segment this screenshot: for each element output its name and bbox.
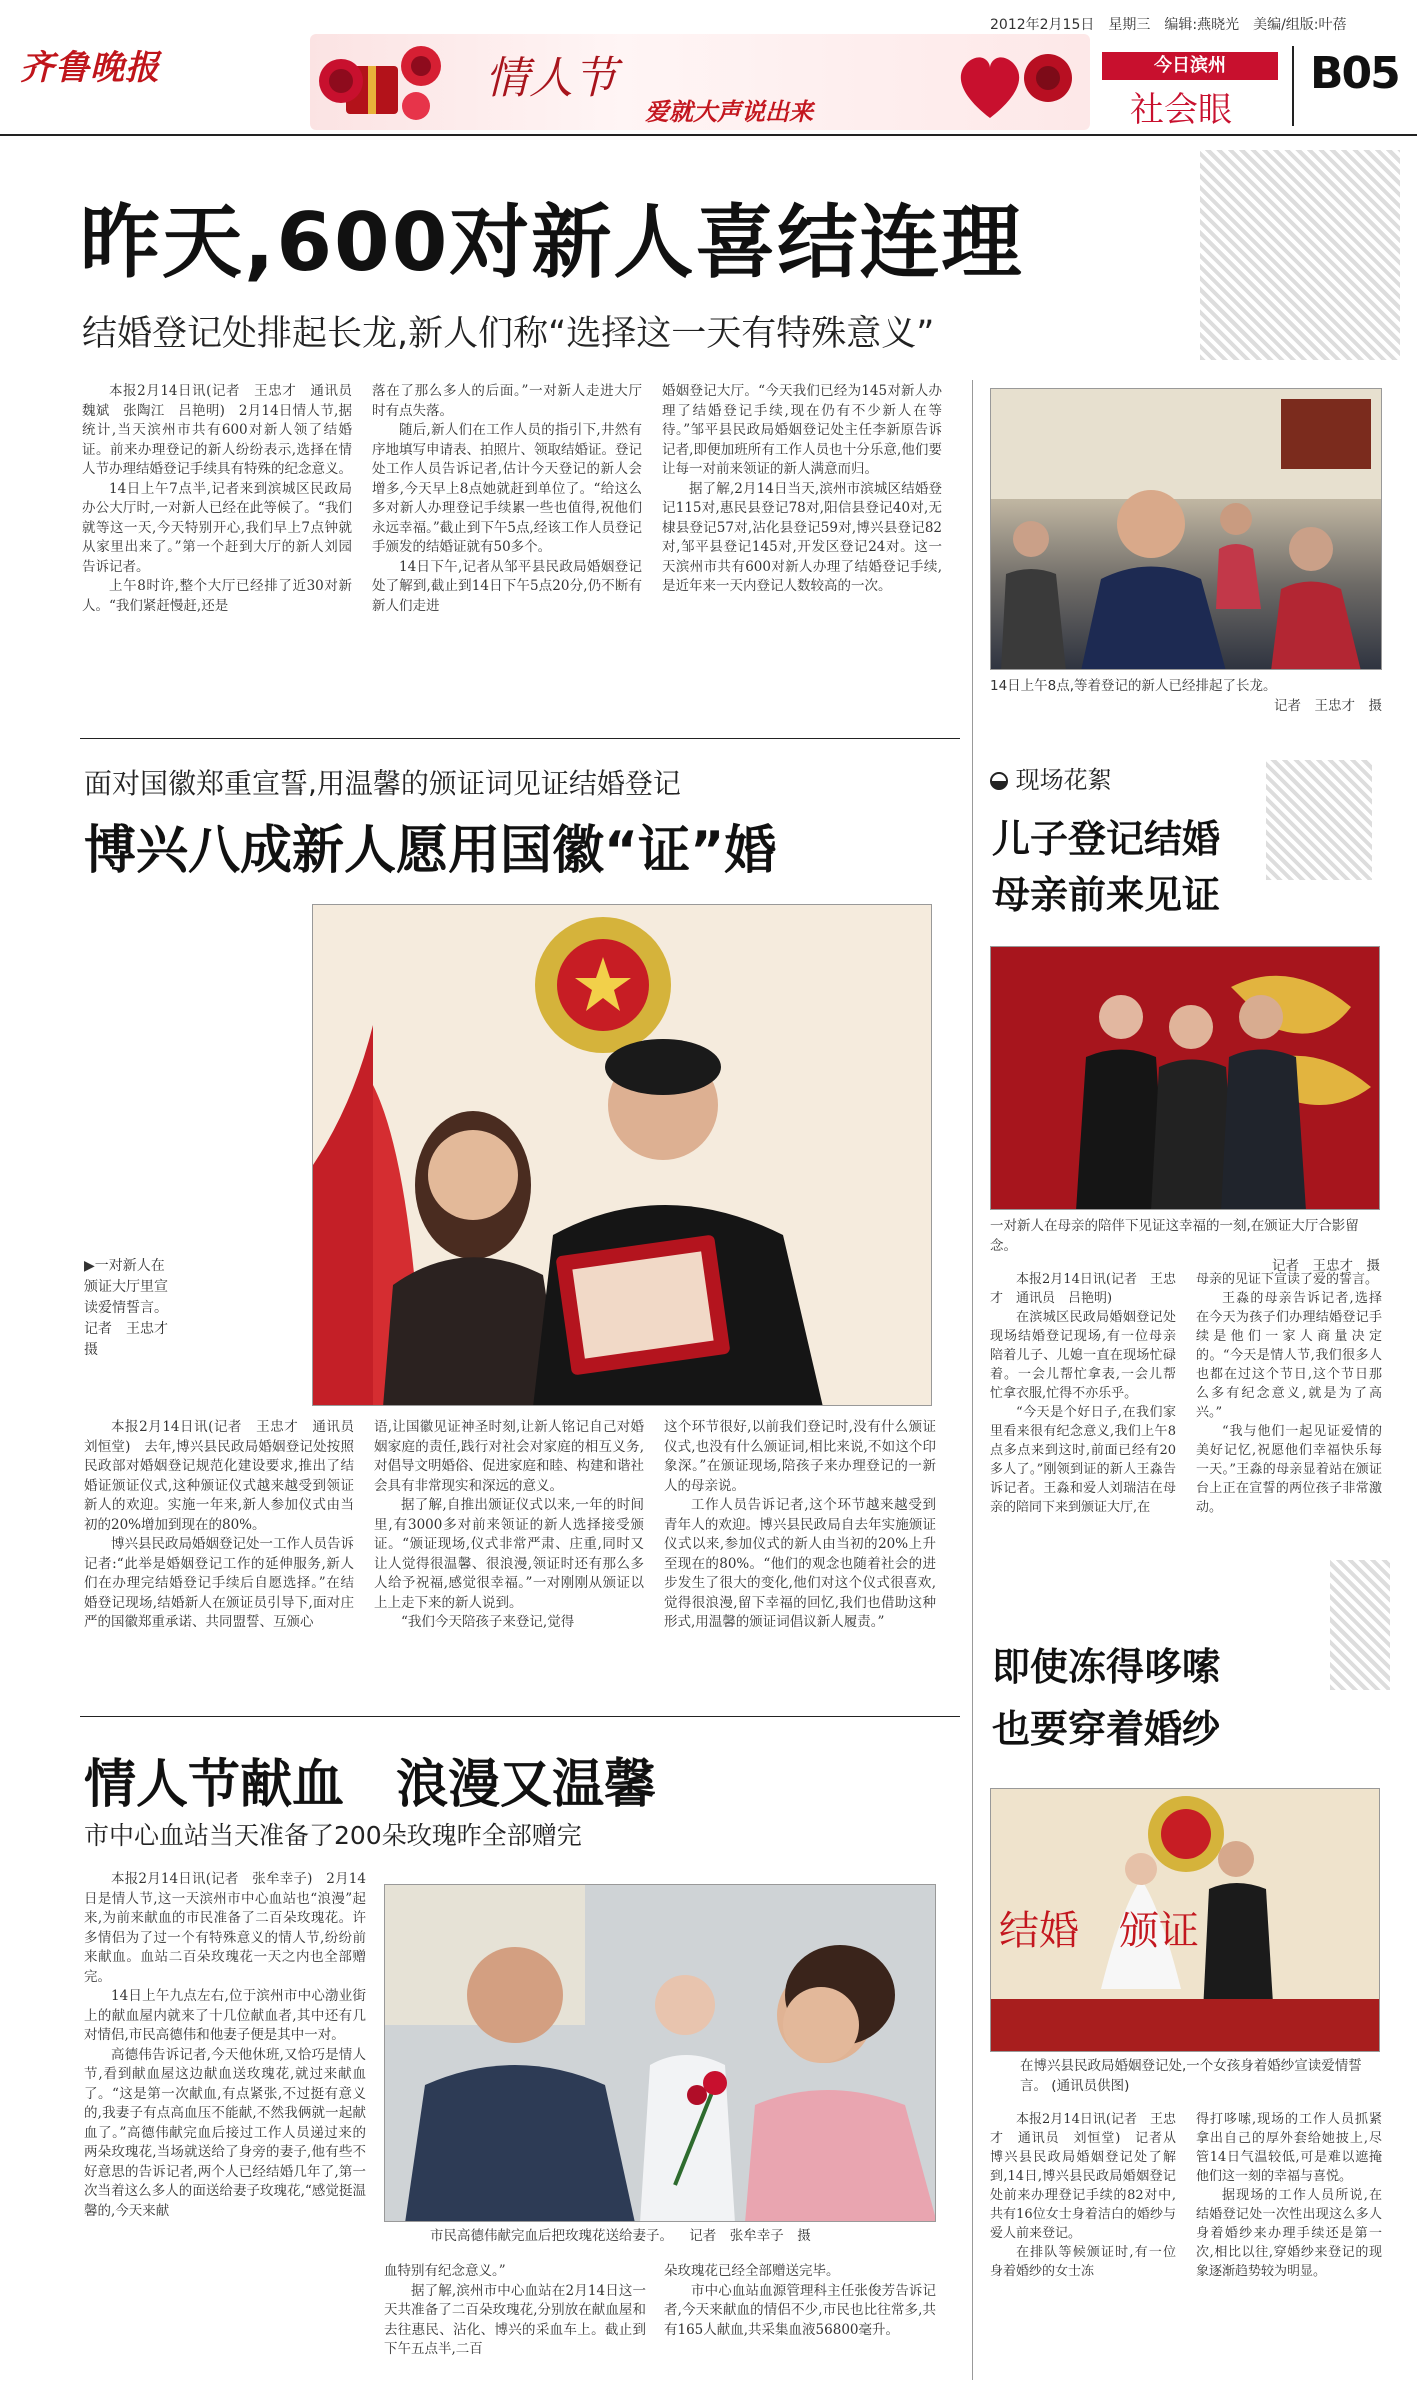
sidebar-label-text: 现场花絮: [1015, 766, 1112, 794]
sidebar-headline-2: 母亲前来见证: [992, 873, 1221, 917]
blood-col-1: [84, 1870, 366, 2370]
paragraph: 据了解,2月14日当天,滨州市滨城区结婚登记115对,惠民县登记78对,阳信县登记40对,无棣县登记57对,沾化县登记59对,博兴县登记82对,邹平县登记145对,开发区登记24对。这一天滨州市共有600对新人办理了结婚登记手续,是近年来一天内登记人数较高的一次。: [662, 480, 942, 594]
caption-text: 一对新人在母亲的陪伴下见证这幸福的一刻,在颁证大厅合影留念。: [990, 1218, 1359, 1254]
caption-text: 在博兴县民政局婚姻登记处,一个女孩身着婚纱宣读爱情誓言。: [1020, 2058, 1362, 2094]
paragraph: 朵玫瑰花已经全部赠送完毕。: [664, 2263, 840, 2279]
newspaper-logo: 齐鲁晚报: [20, 48, 160, 88]
sidebar-col-3: [990, 2110, 1176, 2370]
queue-photo-caption: [990, 676, 1382, 716]
blood-col-2: [384, 2262, 646, 2372]
bullet-icon: [990, 772, 1008, 790]
lead-col-2: [372, 382, 642, 712]
caption-credit: 记者 王忠才 摄: [1274, 698, 1382, 714]
blood-col-3: [664, 2262, 936, 2372]
paragraph: 本报2月14日讯(记者 王忠才 通讯员 魏斌 张陶江 吕艳明) 2月14日情人节,据统计,当天滨州市共有600对新人领了结婚证。前来办理登记的新人纷纷表示,选择在情人节办理结婚登记手续具有特殊的纪念意义。: [82, 383, 366, 477]
blood-illustration: [385, 1885, 936, 2222]
lead-col-1: [82, 382, 366, 712]
paragraph: 在滨城区民政局婚姻登记处现场结婚登记现场,有一位母亲陪着儿子、儿媳一直在现场忙碌着。一会儿帮忙拿表,一会儿帮忙拿衣服,忙得不亦乐乎。: [990, 1310, 1176, 1401]
paragraph: 上午8时许,整个大厅已经排了近30对新人。“我们紧赶慢赶,还是: [82, 578, 352, 614]
valentine-banner: [310, 34, 1090, 130]
blood-photo-caption: [430, 2226, 940, 2246]
decorative-pattern: [1330, 1560, 1390, 1690]
paragraph: 据了解,自推出颁证仪式以来,一年的时间里,有3000多对前来领证的新人选择接受颁证。“颁证现场,仪式非常严肃、庄重,同时又让人觉得很温馨、很浪漫,领证时还有那么多人给予祝福,感觉很幸福。”一对刚刚从颁证以上上走下来的新人说到。: [374, 1497, 644, 1611]
sidebar-col-1: [990, 1270, 1176, 1600]
wedding-photo-caption: [1020, 2056, 1380, 2096]
issue-meta: 2012年2月15日 星期三 编辑:燕晓光 美编/组版:叶蓓: [990, 17, 1347, 33]
rose-gift-icon: [316, 36, 456, 128]
paragraph: 血特别有纪念意义。”: [384, 2263, 506, 2279]
paragraph: 王淼的母亲告诉记者,选择在今天为孩子们办理结婚登记手续是他们一家人商量决定的。“今天是情人节,我们很多人也都在过这个节日,这个节日那么多有纪念意义,就是为了高兴。”: [1196, 1291, 1382, 1420]
boxing-col-2: [374, 1418, 644, 1698]
page-number: B05: [1310, 48, 1399, 99]
lead-subhead: 结婚登记处排起长龙,新人们称“选择这一天有特殊意义”: [82, 314, 935, 354]
paragraph: 本报2月14日讯(记者 王忠才 通讯员 刘恒堂) 记者从博兴县民政局婚姻登记处了解到,14日,博兴县民政局婚姻登记处前来办理登记手续的82对中,共有16位女士身着洁白的婚纱与爱人前来登记。: [990, 2112, 1176, 2241]
paragraph: 本报2月14日讯(记者 王忠才 通讯员 吕艳明): [990, 1272, 1176, 1306]
paragraph: 婚姻登记大厅。“今天我们已经为145对新人办理了结婚登记手续,现在仍有不少新人在等待。”邹平县民政局婚姻登记处主任李新原告诉记者,即便加班所有工作人员也十分乐意,他们要让每一对前来领证的新人满意而归。: [662, 383, 942, 477]
blood-headline: 情人节献血 浪漫又温馨: [84, 1755, 657, 1815]
paragraph: 14日上午九点左右,位于滨州市中心渤业街上的献血屋内就来了十几位献血者,其中还有几对情侣,市民高德伟和他妻子便是其中一对。: [84, 1988, 366, 2043]
banner-title: 情人节: [485, 53, 617, 104]
paragraph: 得打哆嗦,现场的工作人员抓紧拿出自己的厚外套给她披上,尽管14日气温较低,可是难以遮掩他们这一刻的幸福与喜悦。: [1196, 2112, 1382, 2184]
decorative-pattern: [1200, 150, 1400, 360]
paragraph: 据现场的工作人员所说,在结婚登记处一次性出现这么多人身着婚纱来办理手续还是第一次,相比以往,穿婚纱来登记的现象逐渐趋势较为明显。: [1196, 2188, 1382, 2279]
boxing-col-1: [84, 1418, 368, 1698]
sidebar-headline-1: 儿子登记结婚: [992, 817, 1221, 861]
paragraph: “今天是个好日子,在我们家里看来很有纪念意义,我们上午8点多点来到这时,前面已经有20多人了。”刚领到证的新人王淼告诉记者。王淼和爱人刘瑞洁在母亲的陪同下来到颁证大厅,在: [990, 1405, 1176, 1515]
mother-photo: [990, 946, 1380, 1210]
page-header: [0, 0, 1417, 140]
paragraph: 博兴县民政局婚姻登记处一工作人员告诉记者:“此举是婚姻登记工作的延伸服务,新人们在办理完结婚登记手续后自愿选择。”在结婚登记现场,结婚新人在颁证员引导下,面对庄严的国徽郑重承诺、共同盟誓、互颁心: [84, 1536, 354, 1630]
header-divider: [1292, 46, 1294, 126]
paragraph: 工作人员告诉记者,这个环节越来越受到青年人的欢迎。博兴县民政局自去年实施颁证仪式以来,参加仪式的新人由当初的20%上升至现在的80%。“他们的观念也随着社会的进步发生了很大的变化,他们对这个仪式很喜欢,觉得很浪漫,留下幸福的回忆,我们也借助这种形式,用温馨的颁证词倡议新人履责。”: [664, 1497, 936, 1630]
sidebar-headline-4: 也要穿着婚纱: [992, 1707, 1221, 1751]
sidebar-label: [990, 760, 1112, 795]
paragraph: 本报2月14日讯(记者 张牟幸子) 2月14日是情人节,这一天滨州市中心血站也“浪漫”起来,为前来献血的市民准备了二百朵玫瑰花。许多情侣为了过一个有特殊意义的情人节,纷纷前来献血。血站二百朵玫瑰花一天之内也全部赠完。: [84, 1871, 366, 1985]
sidebar-col-2: [1196, 1270, 1382, 1600]
header-rule: [0, 134, 1417, 136]
paragraph: 在排队等候颁证时,有一位身着婚纱的女士冻: [990, 2245, 1176, 2279]
queue-photo: [990, 388, 1382, 670]
section-divider: [80, 738, 960, 739]
hall-sign: 结婚 颁证: [999, 1908, 1199, 1954]
paragraph: “我与他们一起见证爱情的美好记忆,祝愿他们幸福快乐每一天。”王淼的母亲显着站在颁证台上正在宣誓的两位孩子非常激动。: [1196, 1424, 1382, 1515]
paragraph: 母亲的见证下宣读了爱的誓言。: [1196, 1272, 1379, 1287]
paragraph: 随后,新人们在工作人员的指引下,井然有序地填写申请表、拍照片、领取结婚证。登记处工作人员告诉记者,估计今天登记的新人会增多,今天早上8点她就赶到单位了。“给这么多对新人办理登记手续累一些也值得,祝他们永远幸福。”截止到下午5点,经该工作人员登记手颁发的结婚证就有50多个。: [372, 422, 642, 555]
caption-credit: 记者 王忠才 摄: [1272, 1258, 1380, 1274]
heart-icon: [950, 40, 1080, 126]
blood-subhead: 市中心血站当天准备了200朵玫瑰昨全部赠完: [84, 1821, 582, 1850]
boxing-side-caption: ▶一对新人在颁证大厅里宣读爱情誓言。记者 王忠才 摄: [84, 1258, 182, 1358]
mother-illustration: [991, 947, 1380, 1210]
paragraph: 落在了那么多人的后面。”一对新人走进大厅时有点失落。: [372, 383, 642, 419]
paragraph: 据了解,滨州市中心血站在2月14日这一天共准备了二百朵玫瑰花,分别放在献血屋和去往惠民、沾化、博兴的采血车上。截止到下午五点半,二百: [384, 2282, 646, 2357]
paragraph: 高德伟告诉记者,今天他休班,又恰巧是情人节,看到献血屋这边献血送玫瑰花,就过来献血了。“这是第一次献血,有点紧张,不过挺有意义的,我妻子有点高血压不能献,不然我俩就一起献血了。”高德伟献完血后接过工作人员递过来的两朵玫瑰花,当场就送给了身旁的妻子,他有些不好意思的告诉记者,两个人已经结婚几年了,第一次当着这么多人的面送给妻子玫瑰花,“感觉挺温馨的,今天来献: [84, 2046, 366, 2219]
boxing-kicker: 面对国徽郑重宣誓,用温馨的颁证词见证结婚登记: [84, 767, 681, 800]
blood-photo: [384, 1884, 936, 2222]
caption-text: 14日上午8点,等着登记的新人已经排起了长龙。: [990, 678, 1277, 694]
boxing-headline: 博兴八成新人愿用国徽“证”婚: [84, 821, 777, 881]
section-label: 今日滨州: [1102, 52, 1278, 80]
sidebar-col-4: [1196, 2110, 1382, 2370]
paragraph: 14日上午7点半,记者来到滨城区民政局办公大厅时,一对新人已经在此等候了。“我们就等这一天,今天特别开心,我们早上7点钟就从家里出来了。”第一个赶到大厅的新人刘园告诉记者。: [82, 480, 352, 575]
column-divider: [972, 380, 973, 2380]
paragraph: 14日下午,记者从邹平县民政局婚姻登记处了解到,截止到14日下午5点20分,仍不断有新人们走进: [372, 558, 642, 614]
caption-text: 市民高德伟献完血后把玫瑰花送给妻子。: [430, 2228, 673, 2244]
sidebar-headline-3: 即使冻得哆嗦: [992, 1645, 1221, 1689]
paragraph: 这个环节很好,以前我们登记时,没有什么颁证仪式,也没有什么颁证词,相比来说,不如这个印象深。”在颁证现场,陪孩子来办理登记的一新人的母亲说。: [664, 1419, 936, 1494]
paragraph: “我们今天陪孩子来登记,觉得: [401, 1614, 575, 1630]
section-divider: [80, 1716, 960, 1717]
oath-illustration: [313, 905, 932, 1406]
paragraph: 本报2月14日讯(记者 王忠才 通讯员 刘恒堂) 去年,博兴县民政局婚姻登记处按照民政部对婚姻登记规范化建设要求,推出了结婚证颁证仪式,这种颁证仪式越来越受到领证新人的欢迎。实施一年来,新人参加仪式由当初的20%增加到现在的80%。: [84, 1419, 368, 1533]
caption-credit: 记者 张牟幸子 摄: [689, 2228, 811, 2244]
people-illustration: [991, 389, 1382, 670]
boxing-col-3: [664, 1418, 936, 1698]
paragraph: 语,让国徽见证神圣时刻,让新人铭记自己对婚姻家庭的责任,践行对社会对家庭的相互义务,对倡导文明婚俗、促进家庭和睦、构建和谐社会具有非常现实和深远的意义。: [374, 1419, 644, 1494]
section-name: 社会眼: [1130, 90, 1232, 130]
banner-subtitle: 爱就大声说出来: [645, 97, 813, 126]
lead-headline: 昨天,600对新人喜结连理: [80, 196, 1024, 289]
decorative-pattern: [1266, 760, 1372, 880]
caption-credit: (通讯员供图): [1051, 2078, 1130, 2094]
lead-col-3: [662, 382, 942, 712]
oath-photo: [312, 904, 932, 1406]
mother-photo-caption: [990, 1216, 1380, 1276]
wedding-dress-photo: [990, 1788, 1380, 2052]
paragraph: 市中心血站血源管理科主任张俊芳告诉记者,今天来献血的情侣不少,市民也比往常多,共有165人献血,共采集血液56800毫升。: [664, 2282, 936, 2338]
